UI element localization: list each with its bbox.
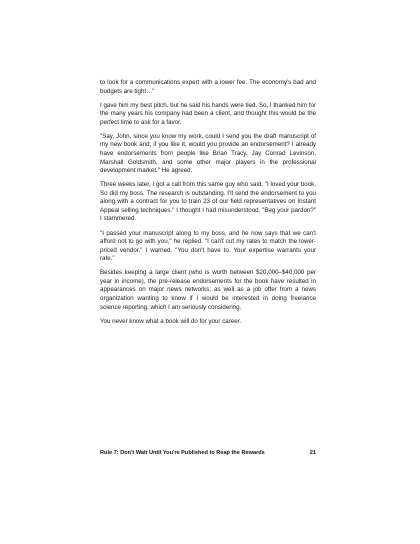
paragraph-6: Besides keeping a large client (who is worth between $20,000–$40,000 per year in income), the pre-release endorsements for the book have resulted in appearances on major news networks, as well as a job offer from a news organization wanting to know if I would be interested in doing freelance science reporting, which I am seriously considering.	[100, 269, 316, 311]
running-title: Rule 7: Don't Wait Until You're Published to Reap the Rewards	[100, 450, 265, 456]
paragraph-4: Three weeks later, I got a call from this same guy who said, "I loved your book. So did my boss. The research is outstanding. I'll send the endorsement to you along with a contract for you to train 23 of our field representatives on Instant Appeal selling techniques." I thought I had misunderstood. "Beg your pardon?" I stammered.	[100, 181, 316, 223]
page-number: 21	[309, 450, 316, 456]
paragraph-3: "Say, John, since you know my work, could I send you the draft manuscript of my new book and, if you like it, would you provide an endorsement? I already have endorsements from people like Brian Tracy, Jay Conrad Levinson, Marshall Goldsmith, and some other major players in the professional development market." He agreed.	[100, 132, 316, 175]
paragraph-7: You never know what a book will do for your career.	[100, 317, 242, 325]
body-text	[100, 79, 316, 332]
paragraph-1: to look for a communications expert with a lower fee. The economy's bad and budgets are tight…"	[100, 79, 316, 95]
paragraph-5: "I passed your manuscript along to my boss, and he now says that we can't afford not to go with you," he replied. "I can't cut my rates to match the lower-priced vendor," I warned. "You don't have to. Your expertise warrants your rate."	[100, 229, 316, 263]
paragraph-2: I gave him my best pitch, but he said his hands were tied. So, I thanked him for the many years his company had been a client, and thought this would be the perfect time to ask for a favor.	[100, 101, 316, 126]
page-footer	[100, 450, 316, 456]
